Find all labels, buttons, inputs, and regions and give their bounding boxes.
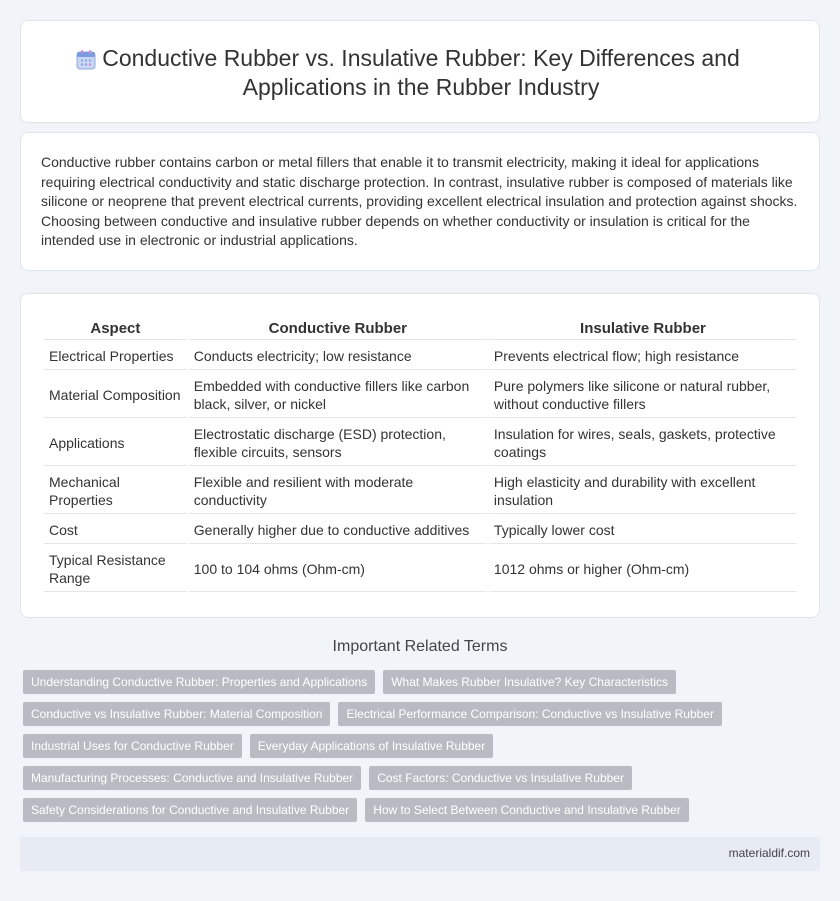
- footer: [20, 837, 820, 871]
- header-insulative: Insulative Rubber: [489, 316, 797, 340]
- cell-conductive: Generally higher due to conductive additives: [189, 516, 487, 544]
- site-name[interactable]: materialdif.com: [728, 846, 810, 860]
- cell-aspect: Mechanical Properties: [44, 468, 187, 514]
- tag-row: [23, 670, 823, 694]
- related-term-link[interactable]: Cost Factors: Conductive vs Insulative Rubber: [369, 766, 632, 790]
- cell-aspect: Electrical Properties: [44, 342, 187, 370]
- related-term-link[interactable]: Understanding Conductive Rubber: Properties and Applications: [23, 670, 375, 694]
- tag-row: [23, 766, 823, 790]
- calendar-icon: [75, 49, 97, 71]
- table-row: [44, 342, 797, 370]
- table-row: [44, 546, 797, 592]
- header-aspect: Aspect: [44, 316, 187, 340]
- related-term-link[interactable]: Electrical Performance Comparison: Conductive vs Insulative Rubber: [338, 702, 722, 726]
- page-title: Conductive Rubber vs. Insulative Rubber: Key Differences and Applications in the Rubber Industry: [102, 45, 740, 100]
- cell-conductive: 100 to 104 ohms (Ohm-cm): [189, 546, 487, 592]
- table-row: [44, 420, 797, 466]
- cell-insulative: Typically lower cost: [489, 516, 797, 544]
- cell-aspect: Applications: [44, 420, 187, 466]
- related-term-link[interactable]: Manufacturing Processes: Conductive and Insulative Rubber: [23, 766, 361, 790]
- related-term-link[interactable]: Safety Considerations for Conductive and Insulative Rubber: [23, 798, 357, 822]
- cell-conductive: Flexible and resilient with moderate conductivity: [189, 468, 487, 514]
- cell-conductive: Conducts electricity; low resistance: [189, 342, 487, 370]
- table-header-row: [44, 316, 797, 340]
- comparison-table: [42, 314, 799, 594]
- title-row: [21, 44, 821, 102]
- table-row: [44, 372, 797, 418]
- cell-insulative: Insulation for wires, seals, gaskets, protective coatings: [489, 420, 797, 466]
- intro-card: [20, 132, 820, 271]
- cell-aspect: Typical Resistance Range: [44, 546, 187, 592]
- table-row: [44, 468, 797, 514]
- related-term-link[interactable]: Industrial Uses for Conductive Rubber: [23, 734, 242, 758]
- tag-row: [23, 734, 823, 758]
- cell-insulative: Pure polymers like silicone or natural rubber, without conductive fillers: [489, 372, 797, 418]
- cell-aspect: Cost: [44, 516, 187, 544]
- related-term-link[interactable]: Conductive vs Insulative Rubber: Material Composition: [23, 702, 330, 726]
- cell-insulative: High elasticity and durability with excellent insulation: [489, 468, 797, 514]
- tag-row: [23, 702, 823, 726]
- table-row: [44, 516, 797, 544]
- intro-paragraph: Conductive rubber contains carbon or metal fillers that enable it to transmit electricity, making it ideal for applications requiring electrical conductivity and static discharge protection. In contrast, insulative rubber is composed of materials like silicone or neoprene that prevent electrical currents, providing excellent electrical insulation and protection against shocks. Choosing between conductive and insulative rubber depends on whether conductivity or insulation is critical for the intended use in electronic or industrial applications.: [41, 154, 798, 249]
- header-card: [20, 20, 820, 123]
- related-terms-list: [23, 670, 823, 830]
- cell-insulative: Prevents electrical flow; high resistance: [489, 342, 797, 370]
- related-term-link[interactable]: How to Select Between Conductive and Insulative Rubber: [365, 798, 689, 822]
- cell-aspect: Material Composition: [44, 372, 187, 418]
- related-term-link[interactable]: Everyday Applications of Insulative Rubber: [250, 734, 493, 758]
- cell-conductive: Embedded with conductive fillers like carbon black, silver, or nickel: [189, 372, 487, 418]
- related-term-link[interactable]: What Makes Rubber Insulative? Key Characteristics: [383, 670, 676, 694]
- header-conductive: Conductive Rubber: [189, 316, 487, 340]
- tag-row: [23, 798, 823, 822]
- cell-insulative: 1012 ohms or higher (Ohm-cm): [489, 546, 797, 592]
- cell-conductive: Electrostatic discharge (ESD) protection, flexible circuits, sensors: [189, 420, 487, 466]
- comparison-card: [20, 293, 820, 618]
- related-terms-heading: Important Related Terms: [332, 638, 508, 655]
